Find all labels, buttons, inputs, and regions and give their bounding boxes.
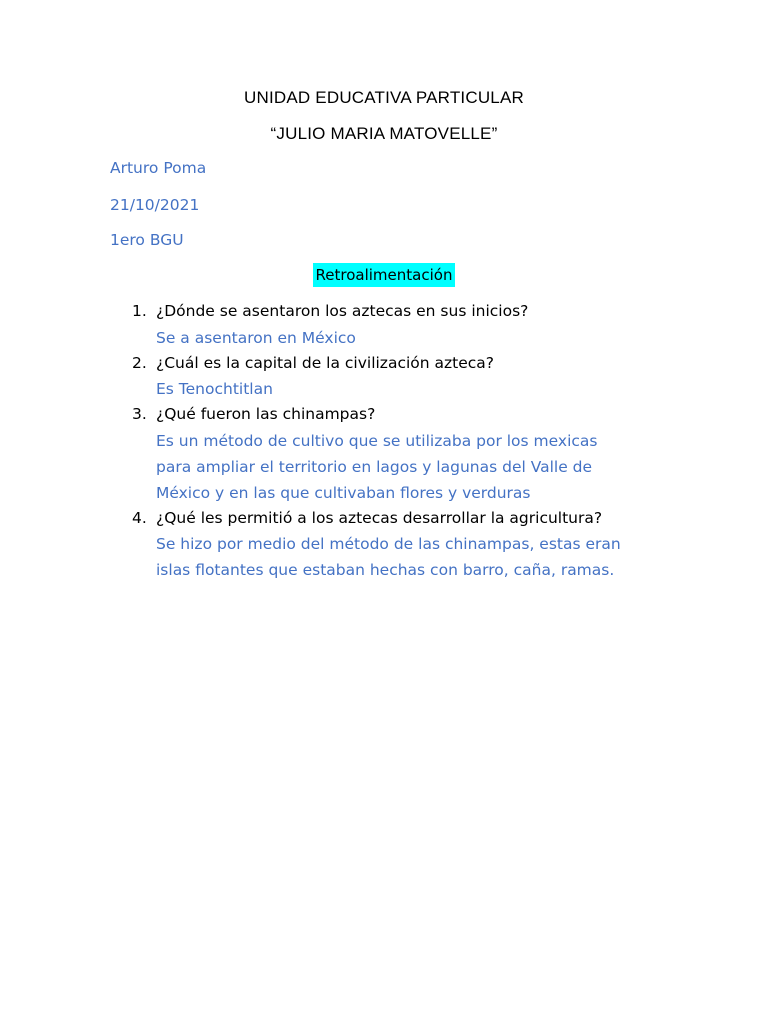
answer-line: Es un método de cultivo que se utilizaba por los mexicas [156,431,598,450]
answer-line: islas flotantes que estaban hechas con barro, caña, ramas. [156,561,615,579]
question-number: 2. [132,353,147,372]
question-text: ¿Qué fueron las chinampas? [156,405,376,423]
question-list [132,299,672,583]
question-item-4 [132,506,672,584]
question-item-3 [132,402,672,506]
school-quote-name: “JULIO MARIA MATOVELLE” [270,124,498,143]
question-text: ¿Qué les permitió a los aztecas desarrollar la agricultura? [156,508,603,527]
question-text: ¿Cuál es la capital de la civilización azteca? [156,353,494,372]
question-text: ¿Dónde se asentaron los aztecas en sus inicios? [156,302,529,320]
answer-line: Es Tenochtitlan [156,380,273,398]
document-date: 21/10/2021 [110,196,200,214]
section-title: Retroalimentación [313,263,456,287]
section-title-container [0,263,768,287]
answer-line: Se a asentaron en México [156,328,356,347]
school-name: UNIDAD EDUCATIVA PARTICULAR [244,88,524,107]
question-item-1 [132,299,672,351]
student-name: Arturo Poma [110,159,207,177]
answer-line: Se hizo por medio del método de las chinampas, estas eran [156,535,621,553]
student-grade: 1ero BGU [110,231,184,249]
question-number: 4. [132,508,147,527]
question-number: 3. [132,405,147,423]
answer-line: México y en las que cultivaban flores y verduras [156,483,531,502]
question-number: 1. [132,302,147,320]
answer-line: para ampliar el territorio en lagos y lagunas del Valle de [156,457,593,476]
question-item-2 [132,351,672,403]
